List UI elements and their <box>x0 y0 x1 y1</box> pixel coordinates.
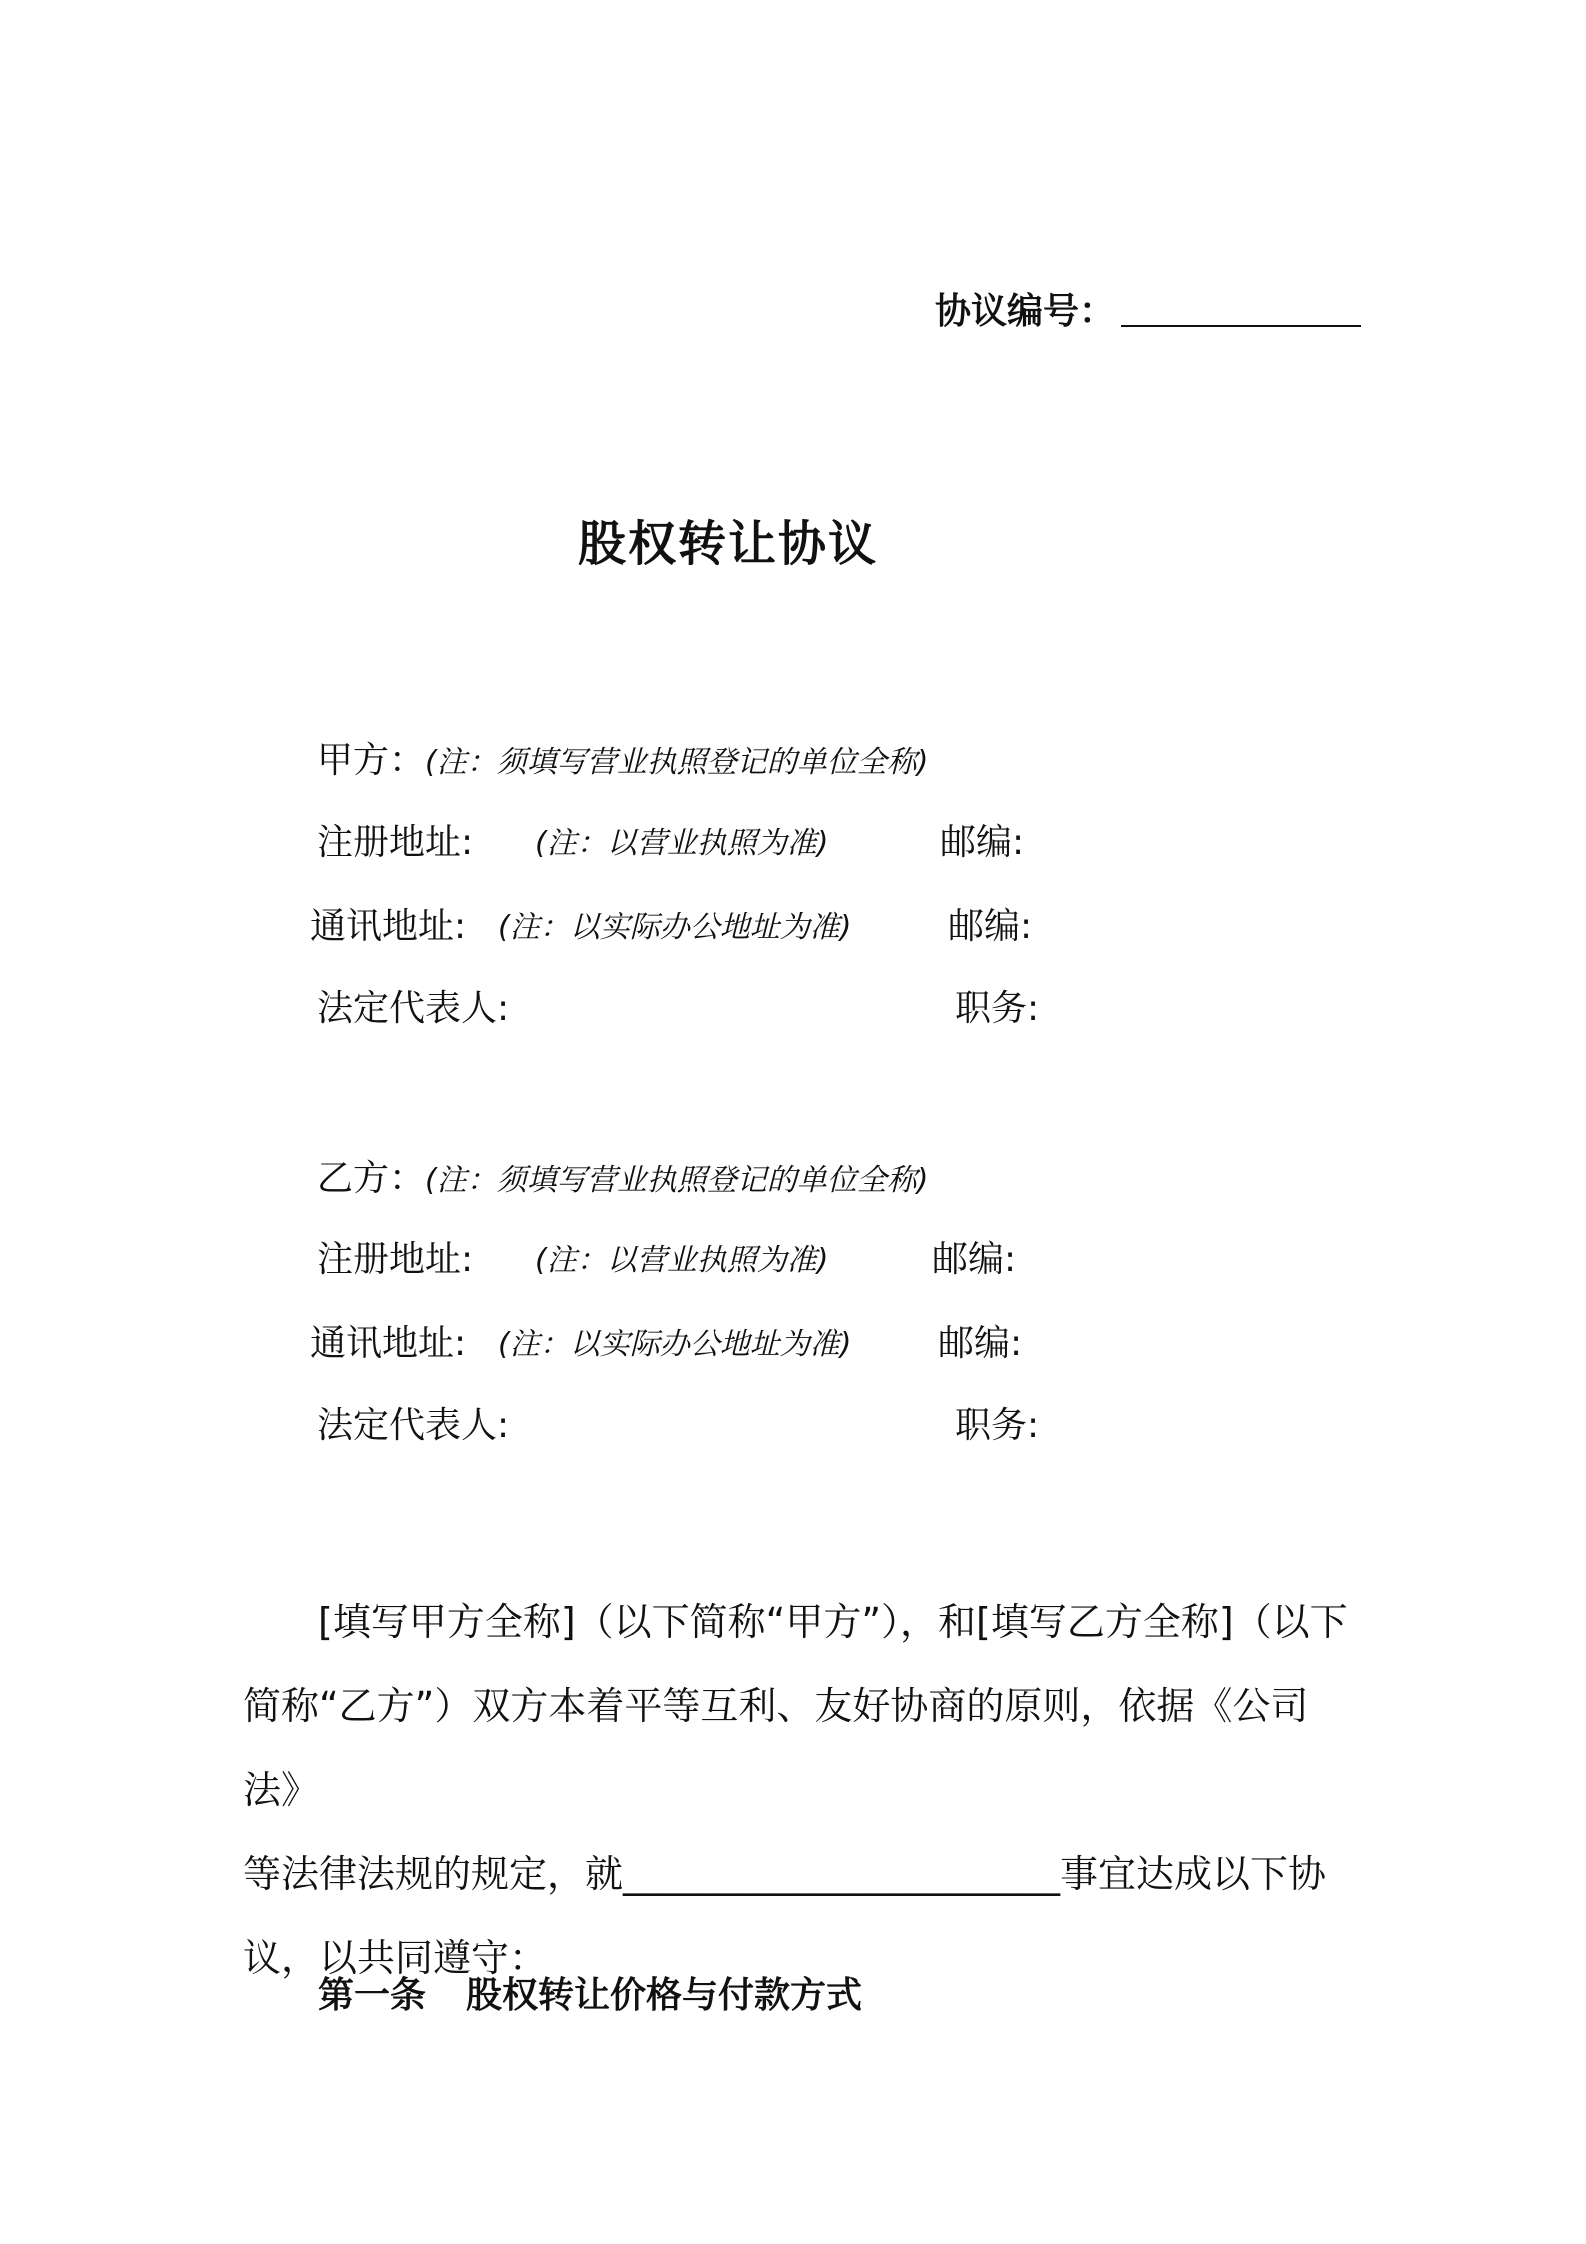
preamble-line-4: 议，以共同遵守： <box>243 1936 548 1980</box>
agreement-number-label: 协议编号： <box>935 291 1116 332</box>
preamble-line-3-after: 事宜达成以下协 <box>1060 1852 1327 1896</box>
party-b-name-note: (注：须填写营业执照登记的单位全称) <box>425 1163 929 1198</box>
party-b-label: 乙方： <box>317 1158 426 1199</box>
preamble-line-3 <box>243 1832 1353 1916</box>
party-a-name-note: (注：须填写营业执照登记的单位全称) <box>425 745 929 780</box>
party-b-name-row <box>317 1150 928 1201</box>
agreement-number-blank[interactable] <box>1121 295 1361 327</box>
preamble-line-3-before: 等法律法规的规定，就 <box>243 1852 624 1896</box>
article-1-number: 第一条 <box>318 1975 427 2016</box>
party-a-reg-address-note: (注：以营业执照为准) <box>535 826 829 861</box>
agreement-number-row <box>935 283 1361 334</box>
document-title: 股权转让协议 <box>578 516 879 572</box>
preamble-line-1: [填写甲方全称]（以下简称“甲方”），和[填写乙方全称]（以下 <box>318 1600 1348 1644</box>
article-1-heading <box>318 1967 862 2018</box>
party-a-postcode-label: 邮编: <box>940 822 1025 863</box>
party-a-legal-rep-label: 法定代表人: <box>317 988 510 1029</box>
party-a-position-label: 职务: <box>955 988 1040 1029</box>
preamble-line-2: 简称“乙方”）双方本着平等互利、友好协商的原则，依据《公司法》 <box>243 1684 1309 1812</box>
party-b-postcode-label: 邮编: <box>932 1239 1017 1280</box>
party-a-reg-address-label: 注册地址: <box>317 822 474 863</box>
preamble-paragraph <box>243 1580 1353 2000</box>
party-a-label: 甲方： <box>317 740 426 781</box>
article-1-title: 股权转让价格与付款方式 <box>466 1975 863 2016</box>
party-a-postcode-label-2: 邮编: <box>948 906 1033 947</box>
party-a-name-row <box>317 732 928 783</box>
party-b-mail-address-note: (注：以实际办公地址为准) <box>498 1327 852 1362</box>
party-b-mail-address-label: 通讯地址: <box>310 1323 467 1364</box>
party-a-mail-address-note: (注：以实际办公地址为准) <box>498 910 852 945</box>
party-b-legal-rep-label: 法定代表人: <box>317 1405 510 1446</box>
party-a-mail-address-label: 通讯地址: <box>310 906 467 947</box>
matter-blank[interactable]: _______________________ <box>623 1852 1061 1896</box>
party-b-postcode-label-2: 邮编: <box>938 1323 1023 1364</box>
party-b-reg-address-note: (注：以营业执照为准) <box>535 1243 829 1278</box>
party-b-position-label: 职务: <box>955 1405 1040 1446</box>
party-b-reg-address-label: 注册地址: <box>317 1239 474 1280</box>
